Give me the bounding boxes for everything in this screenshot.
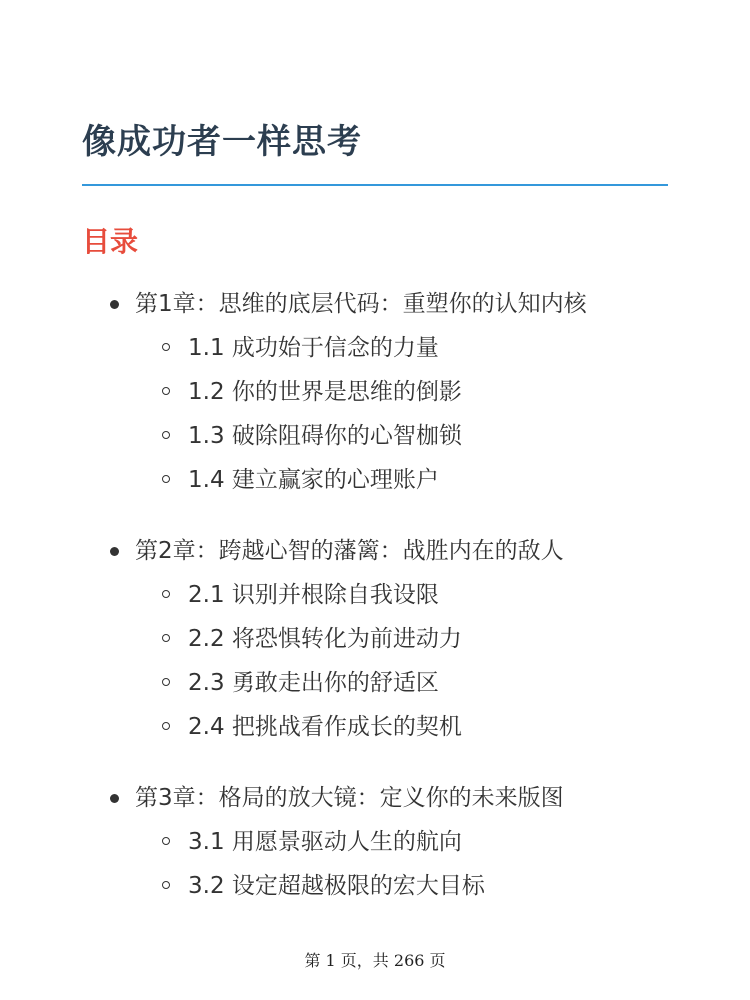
section-title[interactable]: 1.4 建立赢家的心理账户 <box>188 467 439 493</box>
chapter-sections <box>162 577 722 753</box>
toc-section[interactable] <box>162 868 722 912</box>
section-title[interactable]: 2.1 识别并根除自我设限 <box>188 582 439 608</box>
section-title[interactable]: 3.2 设定超越极限的宏大目标 <box>188 873 485 899</box>
bullet-circle-icon <box>162 678 170 686</box>
bullet-circle-icon <box>162 881 170 889</box>
bullet-circle-icon <box>162 475 170 483</box>
toc-section[interactable] <box>162 665 722 709</box>
toc-heading: 目录 <box>82 225 139 258</box>
chapter-title[interactable]: 第2章：跨越心智的藩篱：战胜内在的敌人 <box>135 538 564 564</box>
chapter-title[interactable]: 第3章：格局的放大镜：定义你的未来版图 <box>135 785 564 811</box>
toc-section[interactable] <box>162 621 722 665</box>
page-number-footer: 第 1 页，共 266 页 <box>304 951 446 970</box>
toc-section[interactable] <box>162 709 722 753</box>
section-title[interactable]: 1.3 破除阻碍你的心智枷锁 <box>188 423 462 449</box>
toc-chapter-1[interactable] <box>110 286 730 493</box>
bullet-disc-icon <box>110 300 119 309</box>
toc-chapter-2[interactable] <box>110 533 730 740</box>
section-title[interactable]: 2.3 勇敢走出你的舒适区 <box>188 670 439 696</box>
section-title[interactable]: 1.1 成功始于信念的力量 <box>188 335 439 361</box>
toc-chapter-3[interactable] <box>110 780 730 899</box>
bullet-circle-icon <box>162 722 170 730</box>
toc-section[interactable] <box>162 330 722 374</box>
bullet-circle-icon <box>162 590 170 598</box>
toc-section[interactable] <box>162 462 722 506</box>
toc-section[interactable] <box>162 374 722 418</box>
book-title: 像成功者一样思考 <box>82 122 362 162</box>
bullet-circle-icon <box>162 387 170 395</box>
bullet-disc-icon <box>110 794 119 803</box>
chapter-entry[interactable] <box>110 533 730 569</box>
toc-section[interactable] <box>162 824 722 868</box>
chapter-title[interactable]: 第1章：思维的底层代码：重塑你的认知内核 <box>135 291 587 317</box>
bullet-circle-icon <box>162 634 170 642</box>
chapter-sections <box>162 824 722 912</box>
chapter-sections <box>162 330 722 506</box>
chapter-entry[interactable] <box>110 780 730 816</box>
bullet-circle-icon <box>162 343 170 351</box>
bullet-disc-icon <box>110 547 119 556</box>
bullet-circle-icon <box>162 431 170 439</box>
section-title[interactable]: 3.1 用愿景驱动人生的航向 <box>188 829 462 855</box>
section-title[interactable]: 2.4 把挑战看作成长的契机 <box>188 714 462 740</box>
section-title[interactable]: 2.2 将恐惧转化为前进动力 <box>188 626 462 652</box>
title-divider <box>82 184 668 186</box>
toc-section[interactable] <box>162 577 722 621</box>
bullet-circle-icon <box>162 837 170 845</box>
section-title[interactable]: 1.2 你的世界是思维的倒影 <box>188 379 462 405</box>
chapter-entry[interactable] <box>110 286 730 322</box>
toc-section[interactable] <box>162 418 722 462</box>
